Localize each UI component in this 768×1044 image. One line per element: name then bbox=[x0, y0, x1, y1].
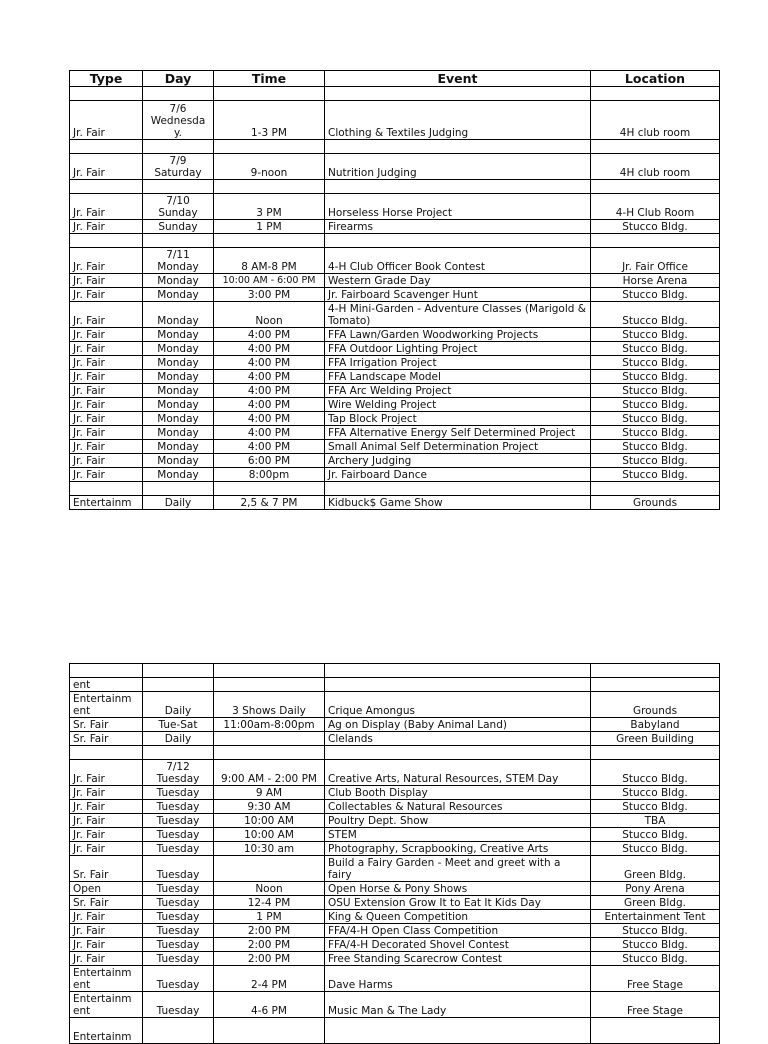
schedule-body-bottom bbox=[70, 664, 720, 1044]
cell-location: 4H club room bbox=[591, 154, 720, 180]
empty-cell bbox=[325, 87, 591, 101]
cell-event: Build a Fairy Garden - Meet and greet with a fairy bbox=[325, 856, 591, 882]
empty-cell bbox=[591, 746, 720, 760]
spacer-row bbox=[70, 234, 720, 248]
table-row bbox=[70, 952, 720, 966]
cell-event: Collectables & Natural Resources bbox=[325, 800, 591, 814]
cell-event: Jr. Fairboard Scavenger Hunt bbox=[325, 288, 591, 302]
header-time: Time bbox=[214, 71, 325, 87]
cell-time: 1 PM bbox=[214, 910, 325, 924]
cell-time: 4-6 PM bbox=[214, 992, 325, 1018]
cell-location: Stucco Bldg. bbox=[591, 342, 720, 356]
cell-day: Tuesday bbox=[143, 842, 214, 856]
cell-location: 4H club room bbox=[591, 101, 720, 140]
cell-type: Jr. Fair bbox=[70, 101, 143, 140]
cell-location: Stucco Bldg. bbox=[591, 288, 720, 302]
table-row bbox=[70, 274, 720, 288]
cell-location: Stucco Bldg. bbox=[591, 370, 720, 384]
cell-time: 9-noon bbox=[214, 154, 325, 180]
cell-day: Tuesday bbox=[143, 896, 214, 910]
cell-type: Entertainm bbox=[70, 496, 143, 510]
empty-cell bbox=[70, 746, 143, 760]
cell-event: Music Man & The Lady bbox=[325, 992, 591, 1018]
cell-event: King & Queen Competition bbox=[325, 910, 591, 924]
table-row bbox=[70, 828, 720, 842]
cell-type: Jr. Fair bbox=[70, 468, 143, 482]
table-row bbox=[70, 440, 720, 454]
empty-cell bbox=[325, 234, 591, 248]
cell-location: Stucco Bldg. bbox=[591, 454, 720, 468]
cell-type: Entertainm bbox=[70, 1018, 143, 1044]
cell-time: 4:00 PM bbox=[214, 370, 325, 384]
cell-type: Jr. Fair bbox=[70, 356, 143, 370]
cell-event: Nutrition Judging bbox=[325, 154, 591, 180]
cell-location: Stucco Bldg. bbox=[591, 952, 720, 966]
table-row bbox=[70, 370, 720, 384]
table-row bbox=[70, 786, 720, 800]
empty-cell bbox=[70, 482, 143, 496]
header-event: Event bbox=[325, 71, 591, 87]
cell-type: Jr. Fair bbox=[70, 398, 143, 412]
schedule-table-bottom bbox=[69, 663, 720, 1044]
cell-time: 10:30 am bbox=[214, 842, 325, 856]
cell-location: Jr. Fair Office bbox=[591, 248, 720, 274]
cell-day: Tuesday bbox=[143, 814, 214, 828]
cell-location: Stucco Bldg. bbox=[591, 786, 720, 800]
table-row bbox=[70, 454, 720, 468]
empty-cell bbox=[325, 746, 591, 760]
cell-event: FFA Irrigation Project bbox=[325, 356, 591, 370]
cell-location: Stucco Bldg. bbox=[591, 426, 720, 440]
cell-day: Monday bbox=[143, 274, 214, 288]
cell-day: Tuesday bbox=[143, 938, 214, 952]
cell-location: Stucco Bldg. bbox=[591, 328, 720, 342]
table-row bbox=[70, 328, 720, 342]
cell-location: Free Stage bbox=[591, 966, 720, 992]
cell-time: 4:00 PM bbox=[214, 356, 325, 370]
cell-day: Monday bbox=[143, 412, 214, 426]
cell-type: Jr. Fair bbox=[70, 220, 143, 234]
cell-event: Dave Harms bbox=[325, 966, 591, 992]
cell-type: Sr. Fair bbox=[70, 732, 143, 746]
cell-location: Stucco Bldg. bbox=[591, 440, 720, 454]
cell-event: Archery Judging bbox=[325, 454, 591, 468]
cell-type: Entertainm ent bbox=[70, 966, 143, 992]
cell-time bbox=[214, 1018, 325, 1044]
cell-day: Monday bbox=[143, 440, 214, 454]
empty-cell bbox=[214, 140, 325, 154]
cell-day: Tuesday bbox=[143, 800, 214, 814]
table-row bbox=[70, 760, 720, 786]
cell-location: Stucco Bldg. bbox=[591, 828, 720, 842]
schedule-body-top bbox=[70, 87, 720, 510]
empty-cell bbox=[143, 87, 214, 101]
table-row bbox=[70, 220, 720, 234]
cell-event: Ag on Display (Baby Animal Land) bbox=[325, 718, 591, 732]
table-row bbox=[70, 882, 720, 896]
cell-time: 3 PM bbox=[214, 194, 325, 220]
cell-type: Jr. Fair bbox=[70, 952, 143, 966]
cell-type: Jr. Fair bbox=[70, 800, 143, 814]
cell-time: 12-4 PM bbox=[214, 896, 325, 910]
cell-day: Tuesday bbox=[143, 856, 214, 882]
cell-event: Small Animal Self Determination Project bbox=[325, 440, 591, 454]
cell-location bbox=[591, 678, 720, 692]
cell-type: Jr. Fair bbox=[70, 760, 143, 786]
cell-day: Daily bbox=[143, 732, 214, 746]
cell-time: 4:00 PM bbox=[214, 328, 325, 342]
table-row bbox=[70, 692, 720, 718]
table-row bbox=[70, 468, 720, 482]
cell-event: Photography, Scrapbooking, Creative Arts bbox=[325, 842, 591, 856]
cell-type: Jr. Fair bbox=[70, 924, 143, 938]
cell-type: Jr. Fair bbox=[70, 274, 143, 288]
cell-type: Jr. Fair bbox=[70, 440, 143, 454]
table-row bbox=[70, 938, 720, 952]
cell-location: Free Stage bbox=[591, 992, 720, 1018]
cell-type: Jr. Fair bbox=[70, 842, 143, 856]
cell-day: 7/6 Wednesda y. bbox=[143, 101, 214, 140]
cell-location: Stucco Bldg. bbox=[591, 760, 720, 786]
empty-cell bbox=[591, 234, 720, 248]
empty-cell bbox=[70, 140, 143, 154]
cell-day: Monday bbox=[143, 384, 214, 398]
cell-type: Jr. Fair bbox=[70, 910, 143, 924]
cell-event: 4-H Mini-Garden - Adventure Classes (Marigold & Tomato) bbox=[325, 302, 591, 328]
cell-time: 10:00 AM bbox=[214, 828, 325, 842]
cell-location: Stucco Bldg. bbox=[591, 398, 720, 412]
empty-cell bbox=[214, 180, 325, 194]
cell-event: Open Horse & Pony Shows bbox=[325, 882, 591, 896]
table-row bbox=[70, 732, 720, 746]
cell-event: FFA/4-H Decorated Shovel Contest bbox=[325, 938, 591, 952]
cell-day: Monday bbox=[143, 370, 214, 384]
cell-event: Horseless Horse Project bbox=[325, 194, 591, 220]
cell-type: Jr. Fair bbox=[70, 786, 143, 800]
cell-event: FFA/4-H Open Class Competition bbox=[325, 924, 591, 938]
cell-day: Tuesday bbox=[143, 952, 214, 966]
cell-time: 9 AM bbox=[214, 786, 325, 800]
cell-type: Jr. Fair bbox=[70, 194, 143, 220]
header-row bbox=[70, 71, 720, 87]
cell-type: Jr. Fair bbox=[70, 412, 143, 426]
empty-cell bbox=[591, 87, 720, 101]
cell-location: Stucco Bldg. bbox=[591, 468, 720, 482]
empty-cell bbox=[214, 482, 325, 496]
cell-time: 9:30 AM bbox=[214, 800, 325, 814]
table-row bbox=[70, 992, 720, 1018]
cell-event: STEM bbox=[325, 828, 591, 842]
cell-event: 4-H Club Officer Book Contest bbox=[325, 248, 591, 274]
cell-event: OSU Extension Grow It to Eat It Kids Day bbox=[325, 896, 591, 910]
cell-time: 3 Shows Daily bbox=[214, 692, 325, 718]
empty-cell bbox=[214, 664, 325, 678]
empty-cell bbox=[325, 482, 591, 496]
cell-event: FFA Outdoor Lighting Project bbox=[325, 342, 591, 356]
cell-type: Entertainm ent bbox=[70, 692, 143, 718]
empty-cell bbox=[143, 482, 214, 496]
cell-type: Jr. Fair bbox=[70, 328, 143, 342]
empty-cell bbox=[143, 234, 214, 248]
cell-event: FFA Lawn/Garden Woodworking Projects bbox=[325, 328, 591, 342]
cell-event: Clelands bbox=[325, 732, 591, 746]
table-row bbox=[70, 966, 720, 992]
cell-day: Monday bbox=[143, 342, 214, 356]
schedule-table-top bbox=[69, 70, 720, 510]
table-row bbox=[70, 412, 720, 426]
cell-time: 2,5 & 7 PM bbox=[214, 496, 325, 510]
cell-day: Daily bbox=[143, 496, 214, 510]
table-row bbox=[70, 496, 720, 510]
spacer-row bbox=[70, 87, 720, 101]
cell-location: Entertainment Tent bbox=[591, 910, 720, 924]
cell-type: Sr. Fair bbox=[70, 856, 143, 882]
table-row bbox=[70, 718, 720, 732]
table-row bbox=[70, 384, 720, 398]
cell-event bbox=[325, 1018, 591, 1044]
cell-event: Club Booth Display bbox=[325, 786, 591, 800]
cell-day: 7/9 Saturday bbox=[143, 154, 214, 180]
table-row bbox=[70, 842, 720, 856]
cell-location: Stucco Bldg. bbox=[591, 924, 720, 938]
table-row bbox=[70, 1018, 720, 1044]
cell-event bbox=[325, 678, 591, 692]
cell-location: Stucco Bldg. bbox=[591, 384, 720, 398]
cell-type: Jr. Fair bbox=[70, 454, 143, 468]
empty-cell bbox=[70, 234, 143, 248]
cell-location: Stucco Bldg. bbox=[591, 938, 720, 952]
cell-event: Free Standing Scarecrow Contest bbox=[325, 952, 591, 966]
table-row bbox=[70, 194, 720, 220]
cell-event: FFA Landscape Model bbox=[325, 370, 591, 384]
empty-cell bbox=[214, 87, 325, 101]
table-row bbox=[70, 814, 720, 828]
table-row bbox=[70, 398, 720, 412]
cell-day: Tuesday bbox=[143, 992, 214, 1018]
cell-day: 7/10 Sunday bbox=[143, 194, 214, 220]
cell-day: Monday bbox=[143, 468, 214, 482]
cell-location: 4-H Club Room bbox=[591, 194, 720, 220]
cell-time: 11:00am-8:00pm bbox=[214, 718, 325, 732]
cell-event: Creative Arts, Natural Resources, STEM Day bbox=[325, 760, 591, 786]
cell-type: Jr. Fair bbox=[70, 288, 143, 302]
table-row bbox=[70, 342, 720, 356]
cell-day: 7/11 Monday bbox=[143, 248, 214, 274]
empty-cell bbox=[591, 180, 720, 194]
cell-type: ent bbox=[70, 678, 143, 692]
cell-type: Entertainm ent bbox=[70, 992, 143, 1018]
cell-location: Babyland bbox=[591, 718, 720, 732]
empty-cell bbox=[591, 664, 720, 678]
table-row bbox=[70, 288, 720, 302]
cell-location: Pony Arena bbox=[591, 882, 720, 896]
header-day: Day bbox=[143, 71, 214, 87]
cell-event: Western Grade Day bbox=[325, 274, 591, 288]
cell-time: 4:00 PM bbox=[214, 398, 325, 412]
empty-cell bbox=[70, 180, 143, 194]
cell-time: 4:00 PM bbox=[214, 440, 325, 454]
header-type: Type bbox=[70, 71, 143, 87]
cell-time: 2:00 PM bbox=[214, 952, 325, 966]
cell-day: Monday bbox=[143, 356, 214, 370]
cell-event: Tap Block Project bbox=[325, 412, 591, 426]
cell-event: FFA Alternative Energy Self Determined Project bbox=[325, 426, 591, 440]
cell-day: Monday bbox=[143, 426, 214, 440]
cell-location bbox=[591, 1018, 720, 1044]
empty-cell bbox=[325, 140, 591, 154]
cell-location: Stucco Bldg. bbox=[591, 800, 720, 814]
cell-time bbox=[214, 856, 325, 882]
cell-day: Tuesday bbox=[143, 828, 214, 842]
cell-location: Stucco Bldg. bbox=[591, 302, 720, 328]
cell-type: Sr. Fair bbox=[70, 896, 143, 910]
empty-cell bbox=[325, 664, 591, 678]
cell-time: 10:00 AM - 6:00 PM bbox=[214, 274, 325, 288]
cell-time: 4:00 PM bbox=[214, 384, 325, 398]
cell-day bbox=[143, 678, 214, 692]
empty-cell bbox=[325, 180, 591, 194]
cell-location: Grounds bbox=[591, 496, 720, 510]
cell-time: 4:00 PM bbox=[214, 426, 325, 440]
table-row bbox=[70, 356, 720, 370]
cell-type: Jr. Fair bbox=[70, 302, 143, 328]
cell-time bbox=[214, 678, 325, 692]
table-row bbox=[70, 426, 720, 440]
cell-type: Jr. Fair bbox=[70, 248, 143, 274]
table-row bbox=[70, 800, 720, 814]
table-row bbox=[70, 302, 720, 328]
cell-event: FFA Arc Welding Project bbox=[325, 384, 591, 398]
cell-type: Jr. Fair bbox=[70, 938, 143, 952]
spacer-row bbox=[70, 664, 720, 678]
cell-type: Jr. Fair bbox=[70, 370, 143, 384]
cell-time: 3:00 PM bbox=[214, 288, 325, 302]
cell-day: Monday bbox=[143, 398, 214, 412]
spacer-row bbox=[70, 482, 720, 496]
cell-day: Tuesday bbox=[143, 924, 214, 938]
cell-day: Monday bbox=[143, 328, 214, 342]
empty-cell bbox=[143, 180, 214, 194]
cell-event: Clothing & Textiles Judging bbox=[325, 101, 591, 140]
cell-location: Stucco Bldg. bbox=[591, 842, 720, 856]
cell-type: Jr. Fair bbox=[70, 384, 143, 398]
cell-time: 8:00pm bbox=[214, 468, 325, 482]
cell-type: Jr. Fair bbox=[70, 814, 143, 828]
empty-cell bbox=[143, 746, 214, 760]
cell-time: 8 AM-8 PM bbox=[214, 248, 325, 274]
cell-day: Monday bbox=[143, 454, 214, 468]
empty-cell bbox=[70, 664, 143, 678]
cell-event: Jr. Fairboard Dance bbox=[325, 468, 591, 482]
cell-day: Monday bbox=[143, 302, 214, 328]
cell-event: Wire Welding Project bbox=[325, 398, 591, 412]
table-row bbox=[70, 101, 720, 140]
spacer-row bbox=[70, 180, 720, 194]
cell-time: 4:00 PM bbox=[214, 342, 325, 356]
cell-time: Noon bbox=[214, 302, 325, 328]
cell-day bbox=[143, 1018, 214, 1044]
cell-time: 9:00 AM - 2:00 PM bbox=[214, 760, 325, 786]
empty-cell bbox=[214, 234, 325, 248]
cell-time: 1-3 PM bbox=[214, 101, 325, 140]
cell-day: Monday bbox=[143, 288, 214, 302]
cell-time bbox=[214, 732, 325, 746]
cell-location: Green Bldg. bbox=[591, 896, 720, 910]
table-row bbox=[70, 924, 720, 938]
empty-cell bbox=[591, 140, 720, 154]
cell-time: 2:00 PM bbox=[214, 938, 325, 952]
cell-time: 2:00 PM bbox=[214, 924, 325, 938]
cell-type: Jr. Fair bbox=[70, 828, 143, 842]
cell-location: Green Bldg. bbox=[591, 856, 720, 882]
header-location: Location bbox=[591, 71, 720, 87]
cell-type: Jr. Fair bbox=[70, 154, 143, 180]
table-row bbox=[70, 910, 720, 924]
cell-location: Stucco Bldg. bbox=[591, 220, 720, 234]
cell-event: Kidbuck$ Game Show bbox=[325, 496, 591, 510]
cell-location: Stucco Bldg. bbox=[591, 412, 720, 426]
cell-location: Grounds bbox=[591, 692, 720, 718]
cell-type: Sr. Fair bbox=[70, 718, 143, 732]
empty-cell bbox=[591, 482, 720, 496]
cell-time: 4:00 PM bbox=[214, 412, 325, 426]
spacer-row bbox=[70, 746, 720, 760]
cell-day: Tue-Sat bbox=[143, 718, 214, 732]
empty-cell bbox=[214, 746, 325, 760]
cell-day: Tuesday bbox=[143, 966, 214, 992]
cell-day: 7/12 Tuesday bbox=[143, 760, 214, 786]
table-row bbox=[70, 856, 720, 882]
cell-day: Sunday bbox=[143, 220, 214, 234]
cell-time: 10:00 AM bbox=[214, 814, 325, 828]
table-row bbox=[70, 678, 720, 692]
cell-day: Tuesday bbox=[143, 882, 214, 896]
cell-event: Firearms bbox=[325, 220, 591, 234]
cell-location: Stucco Bldg. bbox=[591, 356, 720, 370]
table-row bbox=[70, 248, 720, 274]
empty-cell bbox=[143, 664, 214, 678]
table-row bbox=[70, 154, 720, 180]
cell-type: Jr. Fair bbox=[70, 342, 143, 356]
cell-time: 1 PM bbox=[214, 220, 325, 234]
empty-cell bbox=[70, 87, 143, 101]
cell-location: TBA bbox=[591, 814, 720, 828]
cell-location: Green Building bbox=[591, 732, 720, 746]
cell-day: Tuesday bbox=[143, 910, 214, 924]
empty-cell bbox=[143, 140, 214, 154]
cell-time: 6:00 PM bbox=[214, 454, 325, 468]
table-row bbox=[70, 896, 720, 910]
cell-day: Daily bbox=[143, 692, 214, 718]
cell-day: Tuesday bbox=[143, 786, 214, 800]
spacer-row bbox=[70, 140, 720, 154]
cell-time: Noon bbox=[214, 882, 325, 896]
cell-event: Crique Amongus bbox=[325, 692, 591, 718]
cell-type: Open bbox=[70, 882, 143, 896]
cell-location: Horse Arena bbox=[591, 274, 720, 288]
cell-time: 2-4 PM bbox=[214, 966, 325, 992]
cell-type: Jr. Fair bbox=[70, 426, 143, 440]
cell-event: Poultry Dept. Show bbox=[325, 814, 591, 828]
